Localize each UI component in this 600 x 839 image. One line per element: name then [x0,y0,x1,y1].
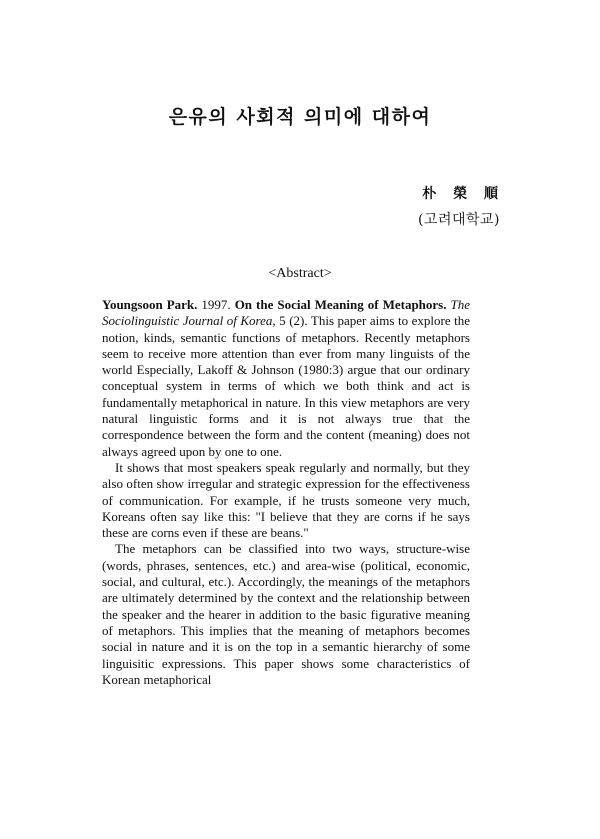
citation-year: 1997. [197,297,235,312]
author-name: 朴 榮 順 [422,186,504,202]
author-block [417,183,504,229]
citation-title: On the Social Meaning of Metaphors. [234,297,447,312]
citation-volume: 5 (2). [275,313,311,329]
abstract-paragraph-1-text: This paper aims to explore the notion, kinds, semantic functions of metaphors. Recently metaphors seem to receive more attention than ever from many linguists of the world Especially, Lakoff & Johnson (1980:3) argue that our ordinary conceptual system in terms of which we both think and act is fundamentally metaphorical in nature. In this view metaphors are very natural linguistic forms and it is not always true that the correspondence between the form and the content (meaning) does not always agreed upon by one to one. [102,313,470,459]
abstract-paragraph-1 [102,297,470,460]
citation-journal: The Sociolinguistic Journal of Korea, [102,297,471,329]
abstract-heading: <Abstract> [268,266,332,281]
abstract-paragraph-3: The metaphors can be classified into two ways, structure-wise (words, phrases, sentences, etc.) and area-wise (political, economic, social, and cultural, etc.). Accordingly, the meanings of the metaphors are ultimately determined by the context and the relationship between the speaker and the hearer in addition to the basic figurative meaning of metaphors. This implies that the meaning of metaphors becomes social in nature and it is on the top in a semantic hierarchy of some linguisitic expressions. This paper shows some characteristics of Korean metaphorical [102,541,470,687]
citation-author: Youngsoon Park. [102,297,198,312]
abstract-body [102,297,470,688]
author-affiliation: (고려대학교) [417,212,500,228]
abstract-paragraph-2: It shows that most speakers speak regularly and normally, but they also often show irregular and strategic expression for the effectiveness of communication. For example, if he trusts someone very much, Koreans often say like this: "I believe that they are corns if he says these are corns even if these are beans." [102,459,470,541]
paper-title: 은유의 사회적 의미에 대하여 [168,106,432,128]
